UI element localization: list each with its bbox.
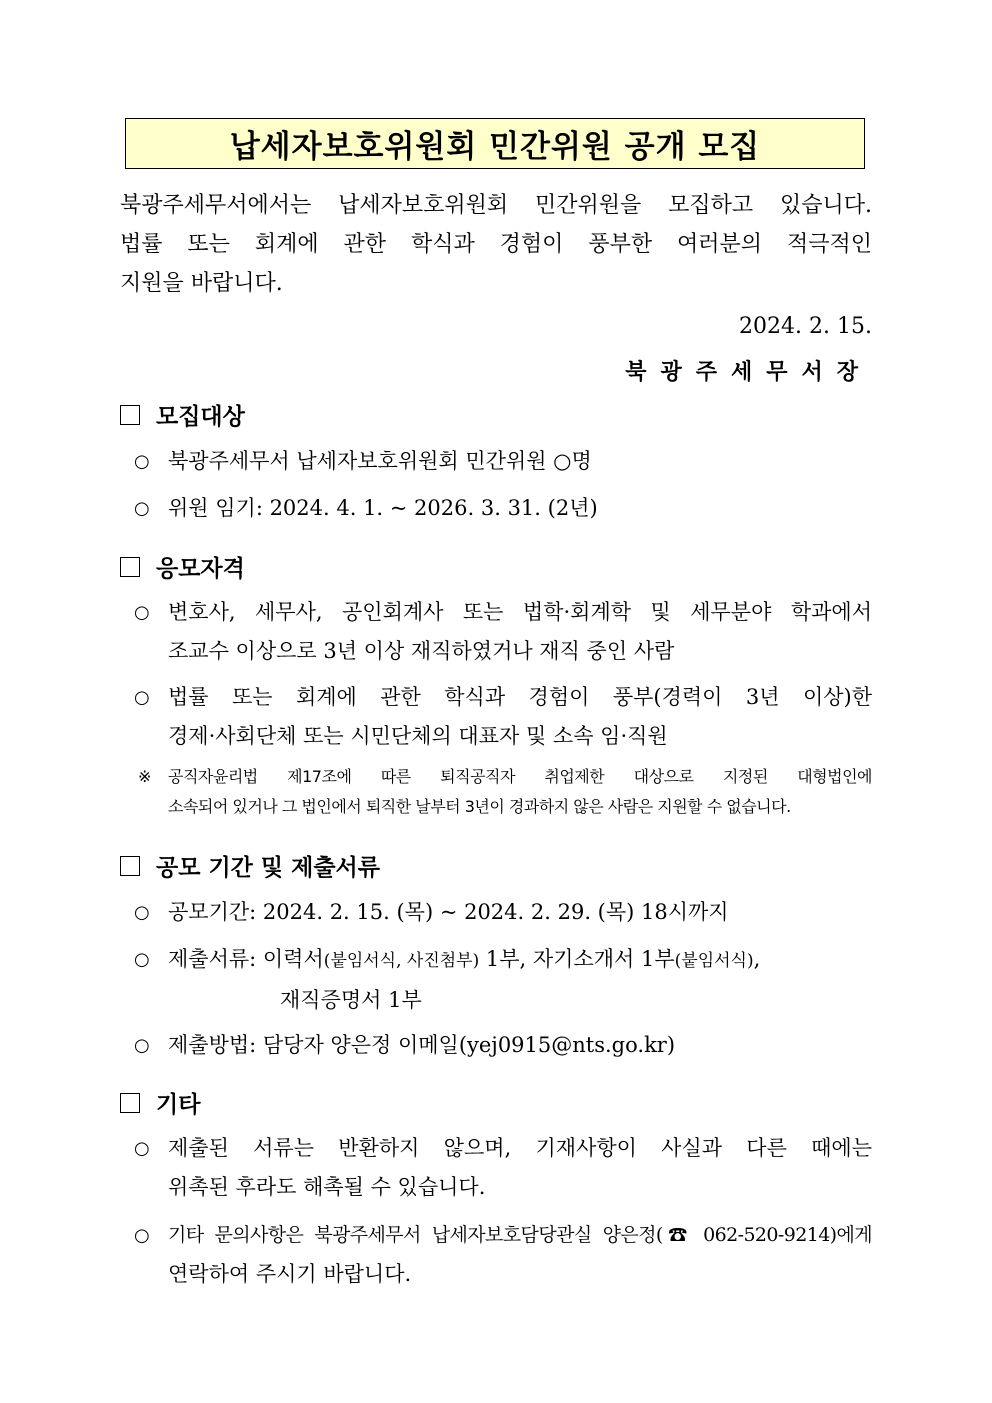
intro-line-3: 지원을 바랍니다. [120, 271, 283, 296]
section-title: 기타 [156, 1091, 201, 1118]
intro-line-1: 북광주세무서에서는 납세자보호위원회 민간위원을 모집하고 있습니다. [120, 193, 872, 218]
documents-mid: 1부, 자기소개서 1부 [479, 947, 675, 971]
notice-date: 2024. 2. 15. [739, 314, 872, 339]
documents-paren-1: (붙임서식, 사진첨부) [323, 951, 480, 971]
documents-suffix: , [753, 947, 761, 971]
section-title: 응모자격 [156, 555, 245, 582]
section-period-heading [120, 849, 380, 882]
period-item-3 [134, 1026, 872, 1065]
section-title: 모집대상 [156, 403, 245, 430]
item-text-line-1: 기타 문의사항은 북광주세무서 납세자보호담당관실 양은정(☎ 062-520-9214)에게 [168, 1224, 872, 1246]
item-text-line-1: 제출된 서류는 반환하지 않으며, 기재사항이 사실과 다른 때에는 [168, 1136, 872, 1160]
bullet-circle-icon: ○ [134, 1138, 150, 1159]
item-text-line-1 [168, 940, 872, 981]
checkbox-square-icon [120, 856, 140, 876]
checkbox-square-icon [120, 1093, 140, 1113]
item-text-line-1: 법률 또는 회계에 관한 학식과 경험이 풍부(경력이 3년 이상)한 [168, 685, 872, 709]
item-text-line-2: 조교수 이상으로 3년 이상 재직하였거나 재직 중인 사람 [168, 639, 675, 663]
item-text-line-2: 경제·사회단체 또는 시민단체의 대표자 및 소속 임·직원 [168, 724, 668, 748]
period-item-1 [134, 893, 872, 932]
reference-mark-icon: ※ [138, 767, 152, 786]
etc-item-1 [134, 1129, 872, 1207]
page-title: 납세자보호위원회 민간위원 공개 모집 [229, 129, 761, 165]
bullet-circle-icon: ○ [134, 451, 150, 472]
checkbox-square-icon [120, 557, 140, 577]
bullet-circle-icon: ○ [134, 1035, 150, 1056]
item-text-line-2: 재직증명서 1부 [280, 988, 422, 1012]
intro-line-2: 법률 또는 회계에 관한 학식과 경험이 풍부한 여러분의 적극적인 [120, 232, 872, 257]
bullet-circle-icon: ○ [134, 602, 150, 623]
section-etc-heading [120, 1086, 200, 1119]
qualification-item-1 [134, 593, 872, 671]
item-text: 제출방법: 담당자 양은정 이메일(yej0915@nts.go.kr) [168, 1033, 676, 1057]
section-qualification-heading [120, 550, 245, 583]
bullet-circle-icon: ○ [134, 1225, 150, 1246]
note-line-2: 소속되어 있거나 그 법인에서 퇴직한 날부터 3년이 경과하지 않은 사람은 지원할 수 없습니다. [168, 797, 791, 816]
documents-prefix: 제출서류: 이력서 [168, 947, 324, 971]
bullet-circle-icon: ○ [134, 949, 150, 970]
intro-paragraph [120, 186, 872, 303]
target-item-1 [134, 442, 872, 481]
note-line-1: 공직자윤리법 제17조에 따른 퇴직공직자 취업제한 대상으로 지정된 대형법인에 [168, 767, 872, 786]
etc-item-2 [134, 1216, 872, 1294]
item-text: 북광주세무서 납세자보호위원회 민간위원 ○명 [168, 449, 592, 473]
item-text-line-1: 변호사, 세무사, 공인회계사 또는 법학·회계학 및 세무분야 학과에서 [168, 600, 872, 624]
checkbox-square-icon [120, 405, 140, 425]
issuer-office: 북광주세무서장 [625, 359, 872, 385]
item-text-line-2: 연락하여 주시기 바랍니다. [168, 1262, 412, 1286]
item-text: 공모기간: 2024. 2. 15. (목) ~ 2024. 2. 29. (목) 18시까지 [168, 900, 729, 924]
section-title: 공모 기간 및 제출서류 [156, 854, 380, 881]
item-text-line-2: 위촉된 후라도 해촉될 수 있습니다. [168, 1175, 486, 1199]
title-box [125, 118, 865, 169]
qualification-item-2 [134, 678, 872, 756]
documents-paren-2: (붙임서식) [674, 951, 754, 971]
qualification-note [138, 762, 872, 822]
bullet-circle-icon: ○ [134, 498, 150, 519]
bullet-circle-icon: ○ [134, 687, 150, 708]
target-item-2 [134, 489, 872, 528]
period-item-2 [134, 940, 872, 1020]
section-target-heading [120, 398, 245, 431]
bullet-circle-icon: ○ [134, 902, 150, 923]
item-text: 위원 임기: 2024. 4. 1. ~ 2026. 3. 31. (2년) [168, 496, 598, 520]
